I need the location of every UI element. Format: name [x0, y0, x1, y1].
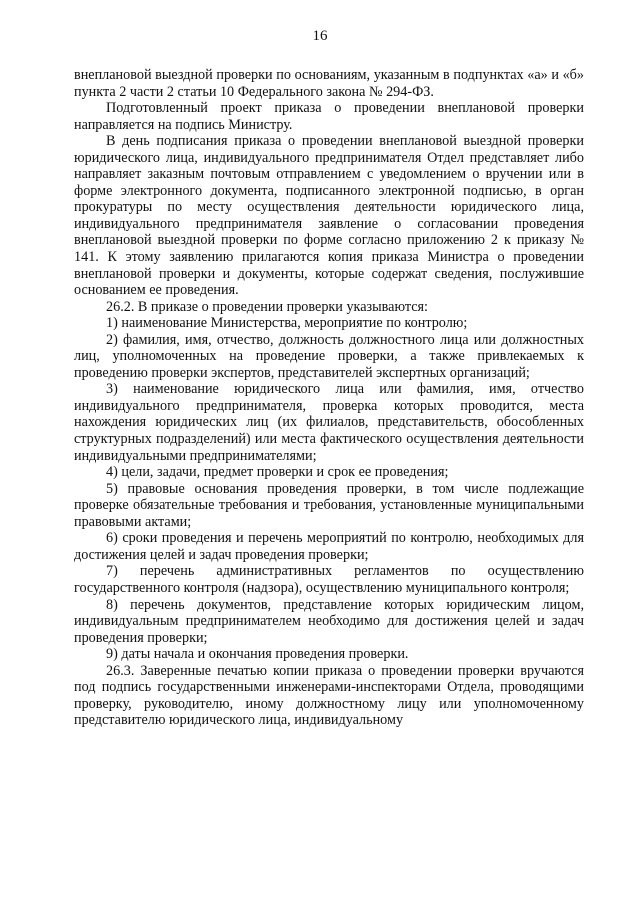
list-item-8: 8) перечень документов, представление которых юридическим лицом, индивидуальным предпринимателем необходимо для достижения целей и задач проведения проверки; — [74, 596, 584, 646]
paragraph-26-3: 26.3. Заверенные печатью копии приказа о проведении проверки вручаются под подпись государственными инженерами-инспекторами Отдела, проводящими проверку, руководителю, иному должностному лицу или уполномоченному представителю юридического лица, индивидуальному — [74, 662, 584, 729]
list-item-4: 4) цели, задачи, предмет проверки и срок ее проведения; — [106, 464, 449, 481]
list-item-1: 1) наименование Министерства, мероприятие по контролю; — [106, 315, 468, 332]
list-item-3: 3) наименование юридического лица или фамилия, имя, отчество индивидуального предпринимателя, проверка которых проводится, места нахождения юридических лиц (их филиалов, представительств, обособленных структурных подразделений) или места фактического осуществления деятельности индивидуальными предпринимателями; — [74, 381, 584, 464]
list-item-9: 9) даты начала и окончания проведения проверки. — [106, 646, 409, 663]
list-item-2: 2) фамилия, имя, отчество, должность должностного лица или должностных лиц, уполномоченных на проведение проверки, а также привлекаемых к проведению проверки экспертов, представителей экспертных организаций; — [74, 331, 584, 381]
paragraph-draft-order: Подготовленный проект приказа о проведении внеплановой проверки направляется на подпись Министру. — [74, 100, 584, 133]
list-item-7: 7) перечень административных регламентов по осуществлению государственного контроля (надзора), осуществлению муниципального контроля; — [74, 563, 584, 596]
document-body — [74, 67, 584, 729]
paragraph-prosecutor-approval: В день подписания приказа о проведении внеплановой выездной проверки юридического лица, индивидуального предпринимателя Отдел представляет либо направляет заказным почтовым отправлением с уведомлением о вручении или в форме электронного документа, подписанного электронной подписью, в орган прокуратуры по месту осуществления деятельности юридического лица, индивидуального предпринимателя заявление о согласовании проведения внеплановой выездной проверки по форме согласно приложению 2 к приказу № 141. К этому заявлению прилагаются копия приказа Министра о проведении внеплановой проверки и документы, которые содержат сведения, послужившие основанием ее проведения. — [74, 133, 584, 299]
paragraph-26-2: 26.2. В приказе о проведении проверки указываются: — [106, 298, 429, 315]
page-number: 16 — [312, 28, 328, 44]
list-item-5: 5) правовые основания проведения проверки, в том числе подлежащие проверке обязательные требования и требования, установленные муниципальными правовыми актами; — [74, 480, 584, 530]
paragraph-continuation: внеплановой выездной проверки по основаниям, указанным в подпунктах «а» и «б» пункта 2 части 2 статьи 10 Федерального закона № 294-ФЗ. — [74, 67, 584, 100]
list-item-6: 6) сроки проведения и перечень мероприятий по контролю, необходимых для достижения целей и задач проведения проверки; — [74, 530, 584, 563]
